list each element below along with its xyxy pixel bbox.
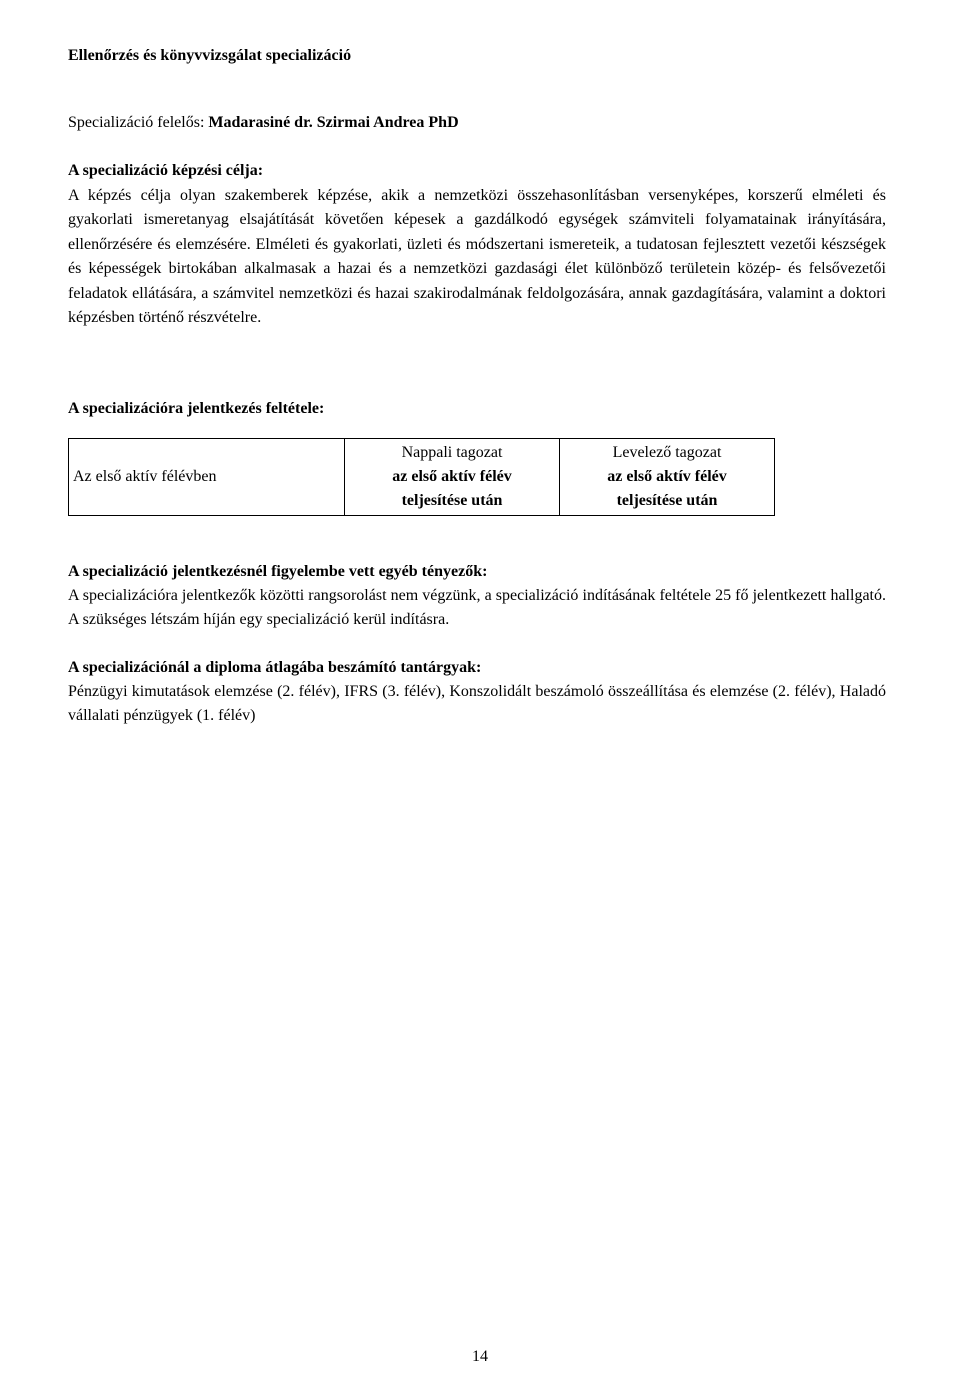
goal-heading: A specializáció képzési célja: [68,162,264,179]
cell-levelezo-line2: teljesítése után [616,492,718,509]
cell-levelezo-line1: az első aktív félév [607,468,727,485]
subjects-paragraph: Pénzügyi kimutatások elemzése (2. félév), IFRS (3. félév), Konszolidált beszámoló összeállítása és elemzése (2. félév), Haladó vállalati pénzügyek (1. félév) [68,683,886,725]
page-number: 14 [472,1348,488,1365]
cell-nappali-line2: teljesítése után [401,492,503,509]
requirement-heading: A specializációra jelentkezés feltétele: [68,400,325,417]
table-row-label: Az első aktív félévben [69,439,345,516]
factors-heading: A specializáció jelentkezésnél figyelembe vett egyéb tényezők: [68,563,488,580]
responsible-name: Madarasiné dr. Szirmai Andrea PhD [208,114,459,131]
column-header-nappali: Nappali tagozat [401,444,503,461]
goal-paragraph: A képzés célja olyan szakemberek képzése, akik a nemzetközi összehasonlításban versenyképes, korszerű elméleti és gyakorlati ismeretanyag elsajátítását követően képesek a gazdálkodó egységek számviteli folyamatainak irányítására, ellenőrzésére és elemzésére. Elméleti és gyakorlati, üzleti és módszertani ismereteik, a tudatosan fejlesztett vezetői készségek és képességek birtokában alkalmasak a hazai és a nemzetközi gazdasági élet különböző területein közép- és felsővezetői feladatok ellátására, a számvitel nemzetközi és hazai szakirodalmának feldolgozására, annak gazdagítására, valamint a doktori képzésben történő részvételre. [68,187,886,327]
responsible-line [68,111,459,135]
document-title: Ellenőrzés és könyvvizsgálat specializáció [68,47,352,64]
responsible-label: Specializáció felelős: [68,114,209,131]
table-cell-levelezo [560,439,775,516]
subjects-heading: A specializációnál a diploma átlagába beszámító tantárgyak: [68,659,482,676]
factors-paragraph: A specializációra jelentkezők közötti rangsorolást nem végzünk, a specializáció indításának feltétele 25 fő jelentkezett hallgató. A szükséges létszám híján egy specializáció kerül indításra. [68,587,886,629]
table-row [69,439,775,516]
requirement-table [68,438,775,516]
table-cell-nappali [345,439,560,516]
column-header-levelezo: Levelező tagozat [612,444,722,461]
cell-nappali-line1: az első aktív félév [392,468,512,485]
